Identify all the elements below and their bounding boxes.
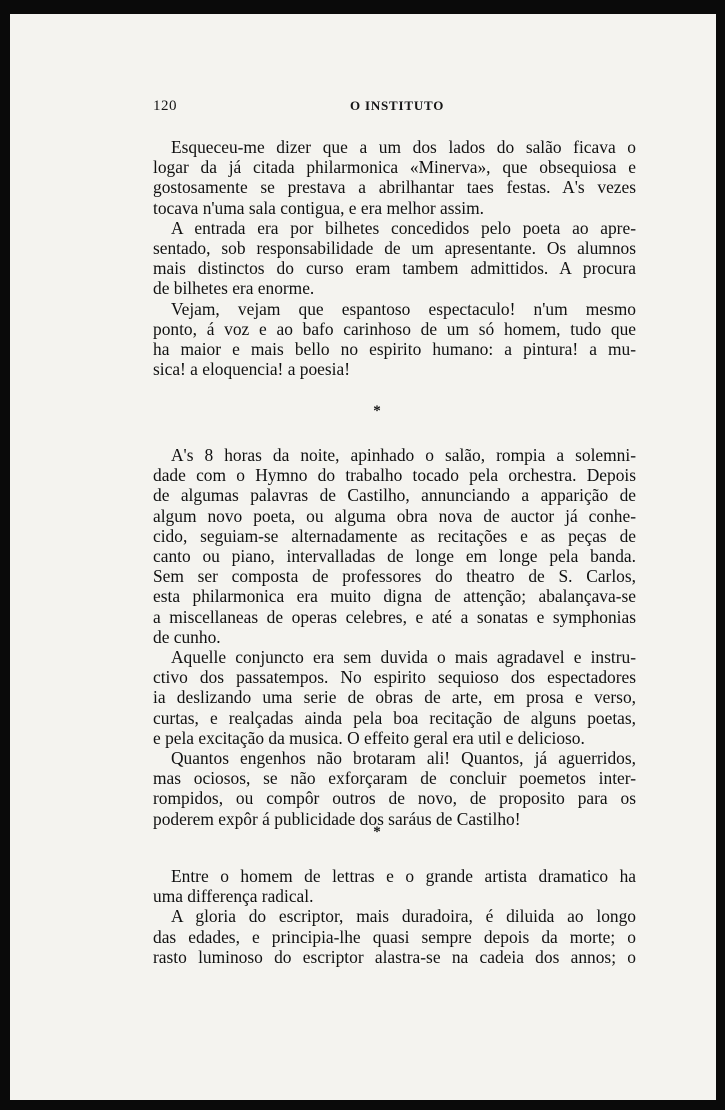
- text-line: A's 8 horas da noite, apinhado o salão, rompia a solemni-: [171, 445, 636, 465]
- text-line: ia deslizando uma serie de obras de arte, em prosa e verso,: [153, 687, 636, 708]
- page-header: [153, 98, 636, 122]
- text-line: de cunho.: [153, 626, 221, 647]
- text-section-3: [153, 866, 636, 967]
- section-separator: *: [373, 403, 381, 419]
- text-line: mas ociosos, se não exforçaram de concluir poemetos inter-: [153, 768, 636, 789]
- text-line: Sem ser composta de professores do theatro de S. Carlos,: [153, 566, 636, 587]
- text-line: canto ou piano, intervalladas de longe em longe pela banda.: [153, 546, 636, 567]
- book-page: [10, 14, 716, 1100]
- text-line: Aquelle conjuncto era sem duvida o mais agradavel e instru-: [171, 647, 636, 668]
- text-line: ctivo dos passatempos. No espirito sequioso dos espectadores: [153, 667, 636, 688]
- text-line: Entre o homem de lettras e o grande artista dramatico ha: [171, 866, 636, 886]
- section-separator: *: [373, 824, 381, 840]
- text-line: das edades, e principia-lhe quasi sempre depois da morte; o: [153, 926, 636, 947]
- text-section-2: [153, 445, 636, 829]
- text-line: Quantos engenhos não brotaram ali! Quantos, já aguerridos,: [171, 748, 636, 769]
- page-number: 120: [153, 98, 177, 114]
- text-line: A entrada era por bilhetes concedidos pelo poeta ao apre-: [171, 217, 636, 238]
- text-line: curtas, e realçadas ainda pela boa recitação de alguns poetas,: [153, 707, 636, 728]
- text-line: Vejam, vejam que espantoso espectaculo! n'um mesmo: [171, 298, 636, 319]
- text-line: sentado, sob responsabilidade de um apresentante. Os alumnos: [153, 238, 636, 259]
- text-line: ponto, á voz e ao bafo carinhoso de um só homem, tudo que: [153, 318, 636, 339]
- text-line: dade com o Hymno do trabalho tocado pela orchestra. Depois: [153, 465, 636, 486]
- text-line: esta philarmonica era muito digna de attenção; abalançava-se: [153, 586, 636, 607]
- text-line: uma differença radical.: [153, 886, 314, 907]
- text-line: sica! a eloquencia! a poesia!: [153, 359, 350, 380]
- text-line: de algumas palavras de Castilho, annunciando a apparição de: [153, 485, 636, 506]
- text-line: rasto luminoso do escriptor alastra-se na cadeia dos annos; o: [153, 946, 636, 967]
- text-line: a miscellaneas de operas celebres, e até a sonatas e symphonias: [153, 606, 636, 627]
- text-line: A gloria do escriptor, mais duradoira, é diluida ao longo: [171, 906, 636, 927]
- text-line: mais distinctos do curso eram tambem admittidos. A procura: [153, 258, 636, 279]
- text-line: gostosamente se prestava a abrilhantar taes festas. A's vezes: [153, 177, 636, 198]
- text-line: tocava n'uma sala contigua, e era melhor assim.: [153, 197, 485, 218]
- running-title: O INSTITUTO: [350, 98, 445, 113]
- text-line: e pela excitação da musica. O effeito geral era util e delicioso.: [153, 727, 585, 748]
- text-section-1: [153, 137, 636, 379]
- text-line: cido, seguiam-se alternadamente as recitações e as peças de: [153, 525, 636, 546]
- text-line: algum novo poeta, ou alguma obra nova de auctor já conhe-: [153, 505, 636, 526]
- text-line: Esqueceu-me dizer que a um dos lados do salão ficava o: [171, 137, 636, 157]
- text-line: ha maior e mais bello no espirito humano: a pintura! a mu-: [153, 339, 636, 360]
- text-line: rompidos, ou compôr outros de novo, de proposito para os: [153, 788, 636, 809]
- text-line: logar da já citada philarmonica «Minerva», que obsequiosa e: [153, 157, 636, 178]
- text-line: poderem expôr á publicidade dos saráus de Castilho!: [153, 808, 521, 829]
- text-line: de bilhetes era enorme.: [153, 278, 315, 299]
